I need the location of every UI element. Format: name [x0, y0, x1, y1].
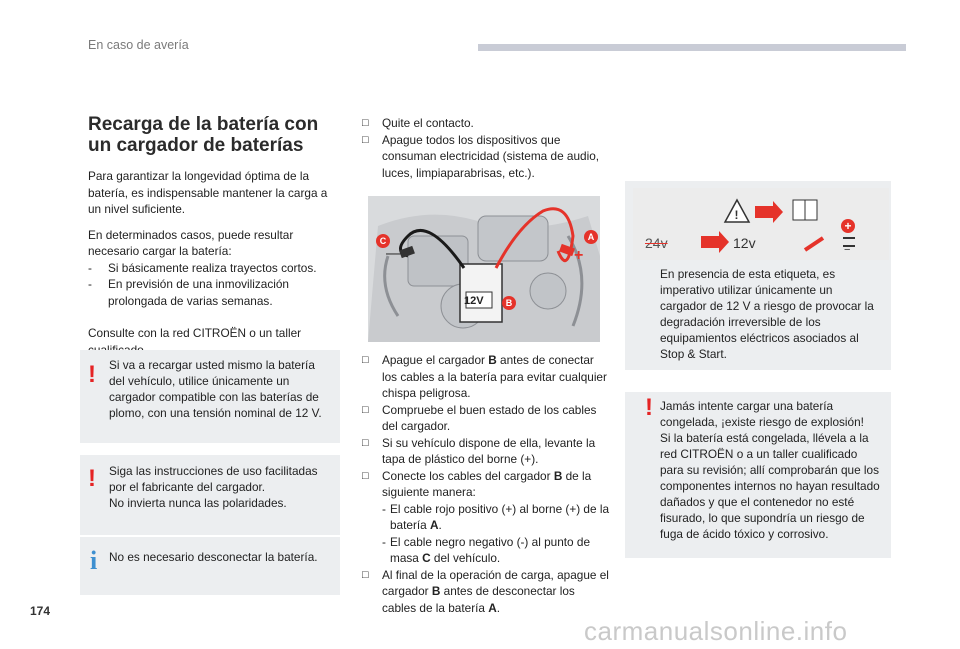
warning-box-frozen: [625, 392, 891, 558]
step-ref: B: [553, 468, 563, 483]
info-box-disconnect: [80, 537, 340, 595]
step-text: Apague el cargador: [382, 353, 489, 367]
step-text: Al final de la operación de carga, apague el cargador: [382, 567, 609, 598]
info-text: No es necesario desconectar la batería.: [109, 550, 318, 564]
step-text: de la siguiente manera:: [382, 468, 592, 499]
step-text: Si su vehículo dispone de ella, levante la tapa de plástico del borne (+).: [382, 435, 596, 466]
context-paragraph: En determinados casos, puede resultar necesario cargar la batería:: [88, 227, 294, 258]
svg-text:+: +: [574, 247, 584, 264]
step-text: .: [438, 518, 442, 532]
sub-step-item: [362, 534, 612, 567]
step-text: El cable rojo positivo (+) al borne (+) de la batería: [390, 501, 610, 532]
sub-step-item: [362, 501, 612, 534]
header-title: En caso de avería: [88, 38, 189, 52]
column-middle-bottom: [362, 352, 612, 616]
warning-icon: !: [645, 394, 653, 421]
engine-bay-drawing: [368, 196, 600, 342]
warning-line: Si la batería está congelada, llévela a la red CITROËN o a un taller cualificado para su revisión; allí comprobarán que los componentes internos no hayan resultado dañados y que el contenedor no esté fisurado, lo que supondría un riesgo de fuga de ácido tóxico y corrosivo.: [660, 431, 880, 541]
step-ref: C: [422, 551, 431, 565]
step-item: [362, 115, 612, 132]
label-12v: 12v: [733, 235, 756, 251]
step-text: Compruebe el buen estado de los cables del cargador.: [382, 402, 597, 433]
checkbox-icon: □: [362, 568, 369, 581]
step-item: [362, 567, 612, 617]
step-item: [362, 132, 612, 182]
reasons-list: [88, 260, 338, 310]
step-item: [362, 352, 612, 402]
intro-paragraph: Para garantizar la longevidad óptima de la batería, es indispensable mantener la carga a un nivel suficiente.: [88, 169, 328, 216]
label-text-wrap: [625, 262, 891, 370]
step-item: [362, 435, 612, 468]
voltage-label-image: [633, 188, 889, 260]
svg-text:!: !: [734, 208, 739, 222]
header-bar: [478, 44, 906, 51]
step-item: [362, 402, 612, 435]
label-plus: +: [841, 219, 855, 233]
svg-text:—: —: [386, 245, 402, 262]
warning-text: [660, 398, 884, 542]
marker-a: A: [584, 230, 598, 244]
warning-line: Jamás intente cargar una batería congelada, ¡existe riesgo de explosión!: [660, 399, 864, 429]
step-ref: A: [488, 600, 497, 615]
column-left: [88, 114, 338, 358]
page-title: Recarga de la batería con un cargador de baterías: [88, 114, 319, 156]
warning-box-charger: [80, 350, 340, 443]
warning-icon: !: [88, 361, 96, 388]
charger-voltage-label: 12V: [464, 295, 484, 307]
warning-box-instructions: [80, 455, 340, 535]
column-middle-top: [362, 115, 612, 181]
checkbox-icon: □: [362, 354, 369, 366]
checkbox-icon: □: [362, 117, 369, 129]
checkbox-icon: □: [362, 469, 369, 482]
checkbox-icon: □: [362, 436, 369, 449]
watermark: carmanualsonline.info: [584, 616, 848, 646]
label-explanation: En presencia de esta etiqueta, es imperativo utilizar únicamente un cargador de 12 V a riesgo de provocar la degradación irreversible de los equipamientos eléctricos asociados al Stop & Start.: [660, 267, 874, 361]
step-text: Quite el contacto.: [382, 116, 474, 130]
battery-charging-illustration: [368, 196, 600, 342]
step-ref: A: [430, 518, 439, 532]
step-text: El cable negro negativo (-) al punto de masa: [390, 534, 591, 565]
label-24v: 24v: [645, 235, 668, 251]
list-item: - Si básicamente realiza trayectos cortos.: [88, 260, 338, 277]
page-number: 174: [30, 604, 51, 618]
warning-line: No invierta nunca las polaridades.: [109, 496, 287, 510]
checkbox-icon: □: [362, 133, 369, 146]
label-minus: −: [844, 244, 851, 256]
info-icon: i: [90, 546, 98, 575]
step-text: del vehículo.: [430, 551, 501, 565]
list-item: - En previsión de una inmovilización prolongada de varias semanas.: [88, 276, 338, 309]
step-ref: B: [488, 353, 497, 367]
checkbox-icon: □: [362, 403, 369, 416]
step-text: .: [496, 600, 501, 615]
step-item: [362, 468, 612, 501]
consult-paragraph: Consulte con la red CITROËN o un taller: [88, 326, 302, 340]
step-text: Conecte los cables del cargador: [382, 468, 554, 483]
step-text: antes de conectar los cables a la batería para evitar cualquier chispa peligrosa.: [382, 353, 607, 400]
warning-icon: !: [88, 465, 96, 492]
marker-b: B: [502, 296, 516, 310]
marker-c: C: [376, 234, 390, 248]
step-text: antes de desconectar los cables de la batería: [382, 584, 575, 615]
step-text: Apague todos los dispositivos que consuman electricidad (sistema de audio, luces, limpiaparabrisas, etc.).: [382, 132, 600, 180]
step-ref: B: [431, 584, 441, 598]
warning-text: Si va a recargar usted mismo la batería del vehículo, utilice únicamente un cargador compatible con las baterías de plomo, con una tensión nominal de 12 V.: [109, 358, 322, 420]
warning-text: [109, 463, 333, 511]
warning-line: Siga las instrucciones de uso facilitadas por el fabricante del cargador.: [109, 464, 318, 494]
